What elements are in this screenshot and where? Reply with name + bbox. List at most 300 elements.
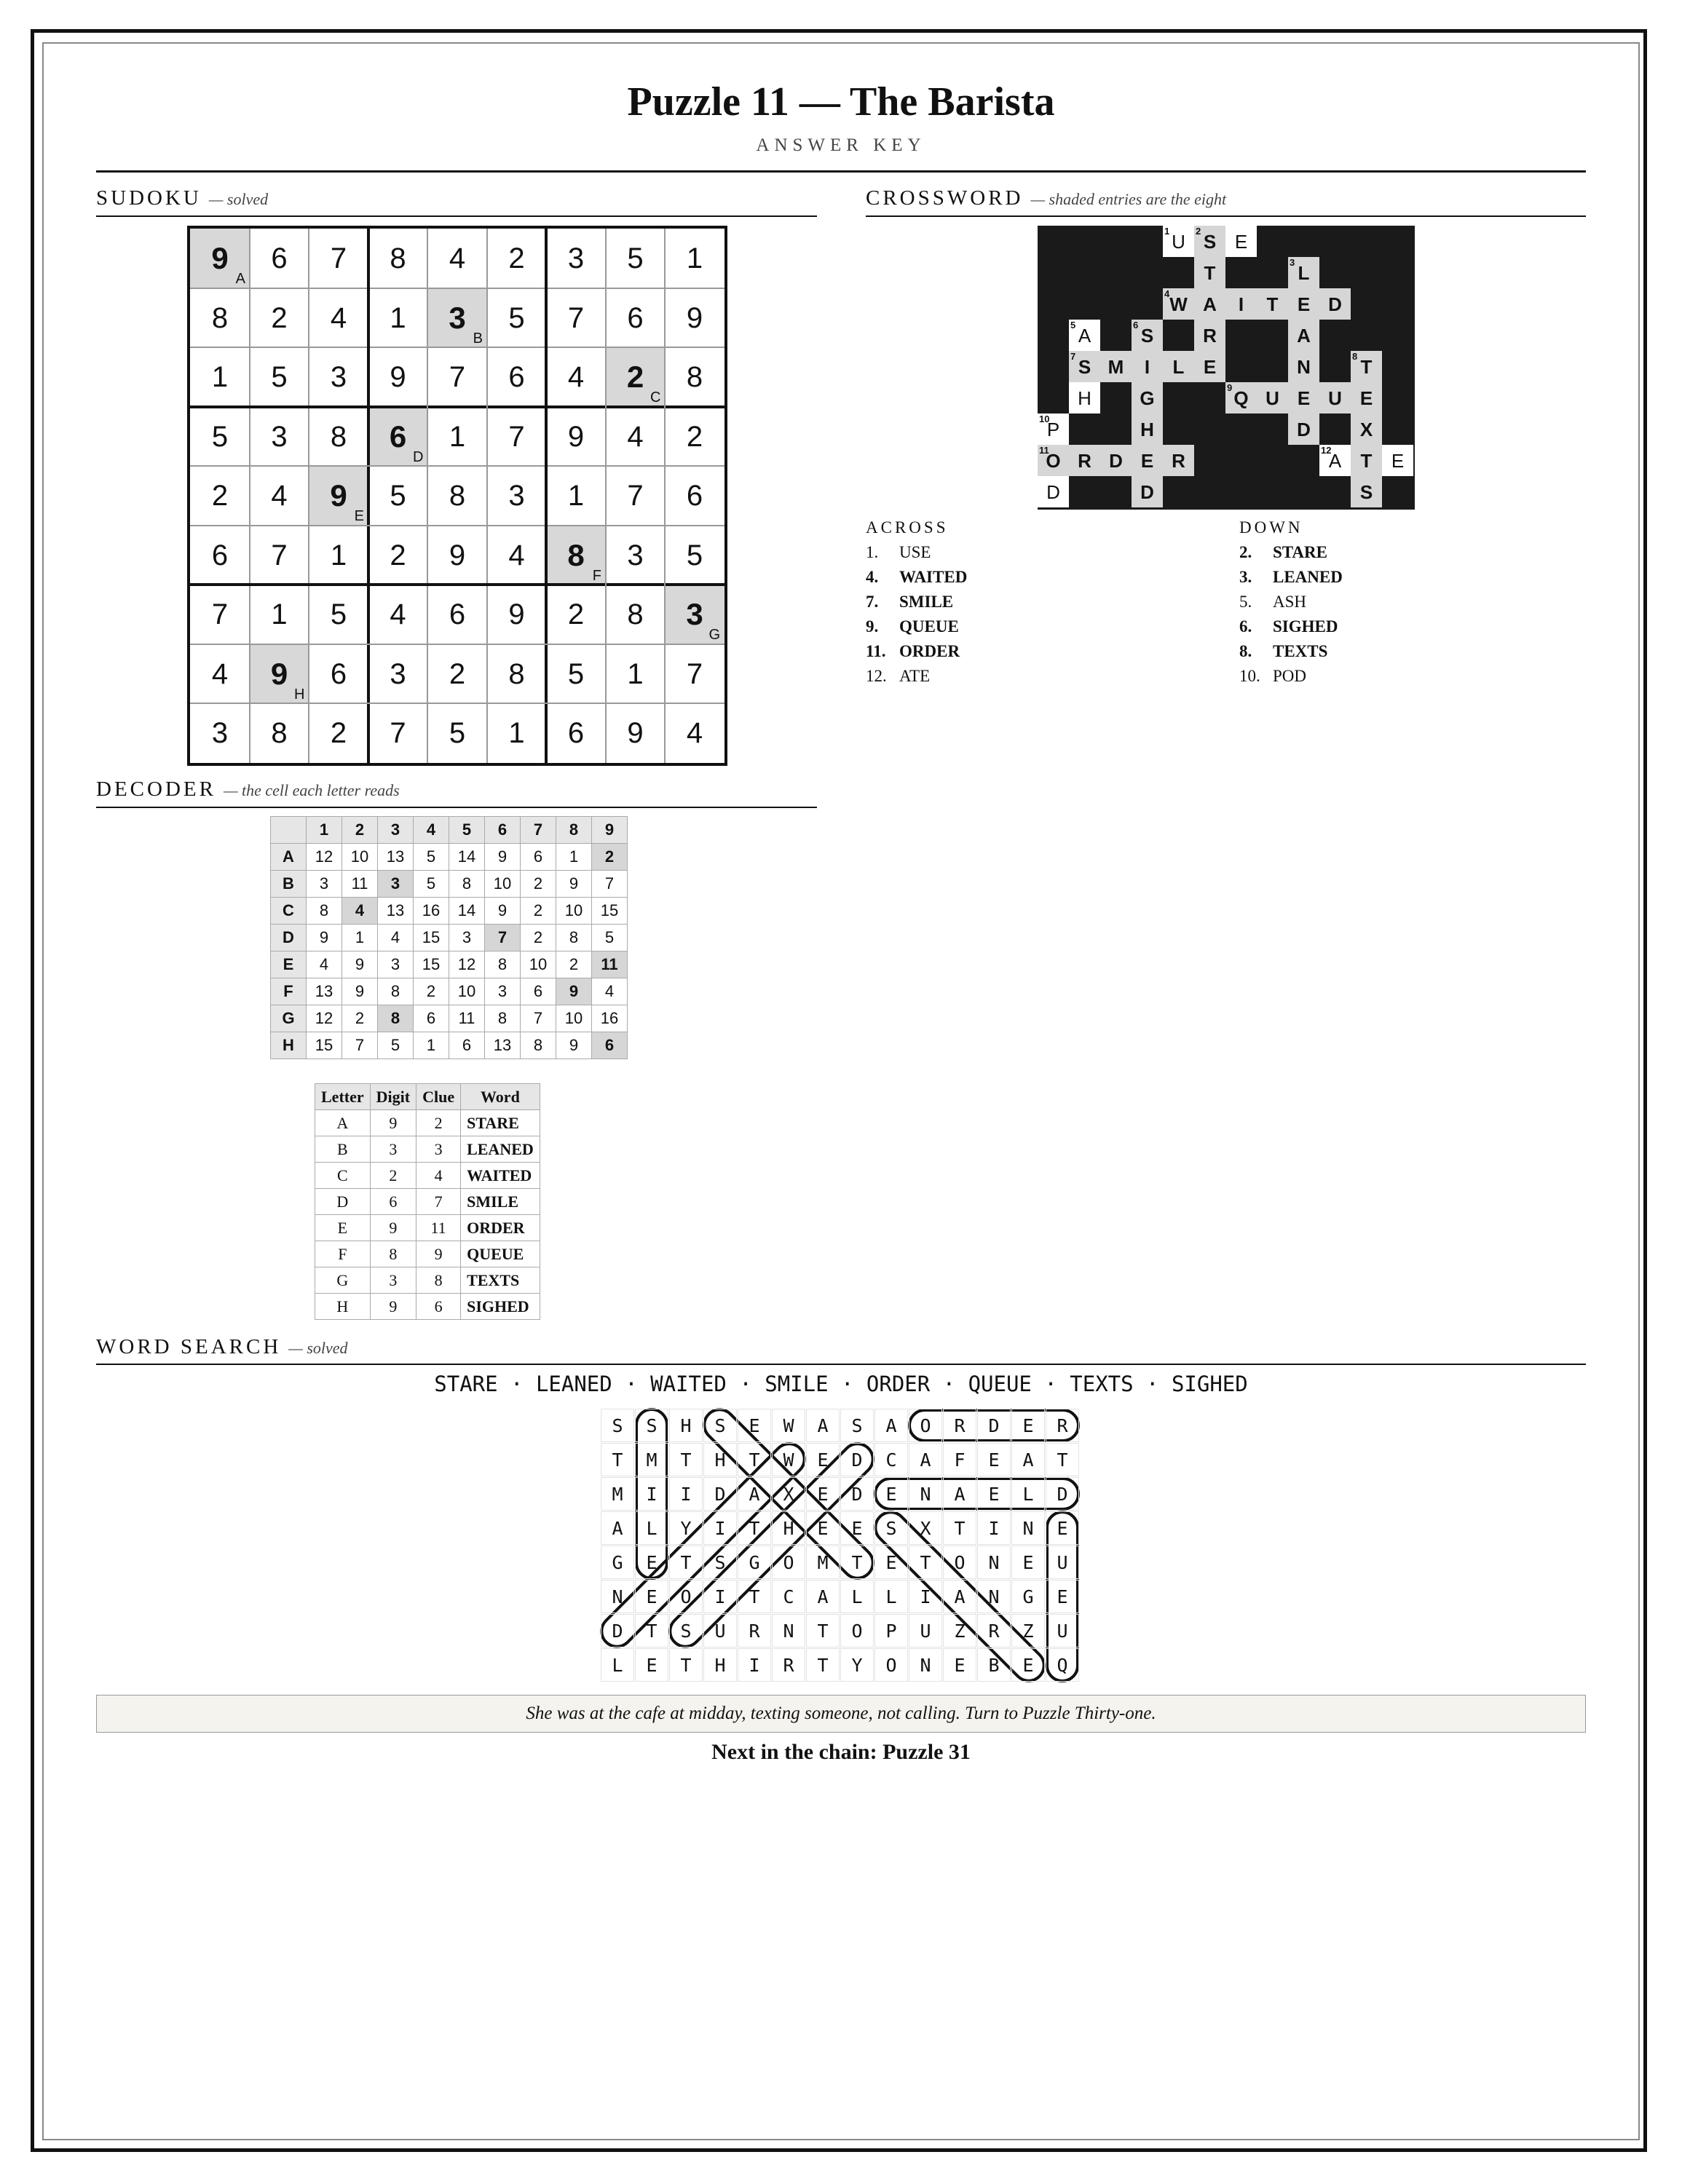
sudoku-value: 2 xyxy=(567,598,585,630)
sudoku-value: 9 xyxy=(330,478,347,513)
crossword-letter: E xyxy=(1391,450,1405,472)
crossword-letter: O xyxy=(1046,450,1061,472)
wordsearch-letter: T xyxy=(601,1443,634,1476)
decoder-cell: 8 xyxy=(485,1005,521,1032)
sudoku-value: 3 xyxy=(686,597,703,631)
sudoku-line xyxy=(367,229,370,763)
decoder-cell: 4 xyxy=(378,925,414,951)
wordsearch-grid xyxy=(601,1409,1083,1682)
decoder-cell: 13 xyxy=(378,844,414,871)
decoder-cell: 4 xyxy=(342,898,378,925)
crossword-cell xyxy=(1319,288,1351,320)
sudoku-value: 8 xyxy=(271,717,288,749)
key-header: Letter xyxy=(315,1084,371,1110)
wordsearch-letter: S xyxy=(601,1409,634,1442)
clue-number: 11. xyxy=(866,642,886,660)
sudoku-value: 1 xyxy=(567,480,585,512)
decoder-row xyxy=(271,925,628,951)
key-cell: SMILE xyxy=(461,1189,540,1215)
sudoku-cell xyxy=(665,644,724,704)
decoder-cell: 13 xyxy=(378,898,414,925)
sudoku-value: 9 xyxy=(211,241,229,275)
wordsearch-letter: W xyxy=(772,1409,805,1442)
decoder-cell: 9 xyxy=(485,898,521,925)
decoder-row-header: F xyxy=(271,978,307,1005)
decoder-row-header: H xyxy=(271,1032,307,1059)
wordsearch-letter: E xyxy=(1046,1580,1079,1613)
wordsearch-letter: A xyxy=(806,1409,840,1442)
crossword-cell xyxy=(1069,445,1100,476)
wordsearch-letter: A xyxy=(601,1511,634,1545)
crossword-letter: A xyxy=(1078,325,1091,347)
sudoku-value: 3 xyxy=(390,657,406,690)
sudoku-cell xyxy=(368,526,428,585)
key-cell: 6 xyxy=(416,1294,461,1320)
wordsearch-letter: O xyxy=(943,1546,976,1579)
sudoku-value: 5 xyxy=(686,539,703,571)
sudoku-cell xyxy=(368,229,428,288)
sudoku-value: 3 xyxy=(449,300,466,335)
wordsearch-letter: I xyxy=(703,1511,737,1545)
decoder-col-header: 5 xyxy=(449,817,485,844)
sudoku-cell xyxy=(487,703,547,763)
key-cell: 4 xyxy=(416,1163,461,1189)
wordsearch-letter: T xyxy=(669,1546,703,1579)
sudoku-value: 7 xyxy=(390,717,406,749)
sudoku-value: 7 xyxy=(211,598,229,630)
sudoku-cell xyxy=(546,229,606,288)
crossword-letter: E xyxy=(1140,450,1154,472)
wordsearch-letter: X xyxy=(772,1477,805,1511)
decoder-cell: 9 xyxy=(342,978,378,1005)
sudoku-cell xyxy=(250,466,309,526)
crossword-cell xyxy=(1288,320,1319,351)
key-cell: LEANED xyxy=(461,1136,540,1163)
sudoku-grid xyxy=(187,226,727,766)
sudoku-cell xyxy=(190,347,250,407)
decoder-row xyxy=(271,871,628,898)
crossword-cell xyxy=(1132,382,1163,414)
clue-down xyxy=(1239,617,1603,636)
sudoku-cell xyxy=(368,703,428,763)
crossword-letter: H xyxy=(1140,419,1154,440)
decoder-cell: 14 xyxy=(449,898,485,925)
decoder-row xyxy=(271,1005,628,1032)
wordsearch-letter: E xyxy=(635,1546,668,1579)
crossword-cell xyxy=(1319,445,1351,476)
sudoku-value: 5 xyxy=(390,480,406,512)
wordsearch-letter: E xyxy=(1011,1409,1045,1442)
wordsearch-letter: A xyxy=(874,1409,908,1442)
wordsearch-letter: D xyxy=(1046,1477,1079,1511)
sudoku-cell xyxy=(427,644,487,704)
sudoku-letter-tag: H xyxy=(294,686,305,703)
wordsearch-letter: S xyxy=(703,1546,737,1579)
crossword-cell xyxy=(1194,257,1225,288)
wordsearch-letter: O xyxy=(669,1580,703,1613)
clue-down xyxy=(1239,667,1603,686)
wordsearch-letter: I xyxy=(977,1511,1011,1545)
sudoku-letter-tag: G xyxy=(708,627,720,643)
wordsearch-letter: Q xyxy=(1046,1648,1079,1682)
sudoku-value: 8 xyxy=(686,361,703,393)
clue-word: STARE xyxy=(1273,543,1327,561)
key-cell: 9 xyxy=(370,1294,416,1320)
clue-down xyxy=(1239,642,1603,661)
sudoku-cell xyxy=(190,466,250,526)
decoder-cell: 10 xyxy=(556,1005,592,1032)
sudoku-cell xyxy=(665,288,724,348)
sudoku-value: 4 xyxy=(686,717,703,749)
crossword-letter: U xyxy=(1172,231,1185,253)
decoder-row-header: B xyxy=(271,871,307,898)
decoder-cell: 2 xyxy=(414,978,449,1005)
decoder-cell: 6 xyxy=(592,1032,628,1059)
sudoku-value: 6 xyxy=(627,301,644,334)
key-row xyxy=(315,1136,540,1163)
decoder-cell: 10 xyxy=(342,844,378,871)
wordsearch-heading: WORD SEARCH — solved xyxy=(96,1335,348,1358)
sudoku-cell xyxy=(309,644,368,704)
key-cell: 6 xyxy=(370,1189,416,1215)
wordsearch-letter: T xyxy=(806,1648,840,1682)
sudoku-cell xyxy=(427,585,487,644)
clue-word: TEXTS xyxy=(1273,642,1328,660)
decoder-cell: 15 xyxy=(414,951,449,978)
crossword-grid xyxy=(1038,226,1415,510)
crossword-cell xyxy=(1163,288,1194,320)
key-row xyxy=(315,1241,540,1267)
key-cell: A xyxy=(315,1110,371,1136)
key-cell: 8 xyxy=(416,1267,461,1294)
crossword-cell xyxy=(1038,414,1069,445)
wordsearch-letter: U xyxy=(909,1614,942,1647)
key-cell: D xyxy=(315,1189,371,1215)
wordsearch-letter: H xyxy=(703,1443,737,1476)
decoder-cell: 3 xyxy=(449,925,485,951)
decoder-col-header: 6 xyxy=(485,817,521,844)
wordsearch-letter: S xyxy=(669,1614,703,1647)
wordsearch-letter: E xyxy=(635,1580,668,1613)
sudoku-cell xyxy=(309,703,368,763)
crossword-letter: N xyxy=(1297,356,1311,378)
key-row xyxy=(315,1267,540,1294)
decoder-col-header: 3 xyxy=(378,817,414,844)
key-cell: E xyxy=(315,1215,371,1241)
crossword-letter: T xyxy=(1360,450,1373,472)
page-title: Puzzle 11 — The Barista xyxy=(627,79,1055,124)
crossword-rule xyxy=(866,215,1586,217)
decoder-row xyxy=(271,1032,628,1059)
sudoku-value: 1 xyxy=(211,361,229,393)
clue-word: ATE xyxy=(899,667,931,685)
wordsearch-letter: E xyxy=(1011,1546,1045,1579)
sudoku-line xyxy=(427,229,428,763)
crossword-letter: T xyxy=(1204,262,1216,284)
crossword-cell xyxy=(1194,351,1225,382)
crossword-cell xyxy=(1132,320,1163,351)
wordsearch-letter: M xyxy=(806,1546,840,1579)
wordsearch-letter: E xyxy=(738,1409,771,1442)
crossword-number: 11 xyxy=(1039,445,1049,456)
sudoku-value: 1 xyxy=(449,420,466,453)
crossword-number: 8 xyxy=(1352,351,1358,362)
wordsearch-letter: A xyxy=(1011,1443,1045,1476)
crossword-letter: E xyxy=(1297,387,1311,409)
sudoku-value: 1 xyxy=(271,598,288,630)
down-heading: DOWN xyxy=(1239,518,1303,537)
sudoku-cell xyxy=(606,466,666,526)
crossword-letter: U xyxy=(1328,387,1342,409)
key-cell: 3 xyxy=(416,1136,461,1163)
sudoku-cell xyxy=(606,288,666,348)
sudoku-cell xyxy=(309,466,368,526)
key-row xyxy=(315,1189,540,1215)
wordsearch-letter: T xyxy=(738,1511,771,1545)
crossword-number: 12 xyxy=(1321,445,1332,456)
wordsearch-letter: A xyxy=(806,1580,840,1613)
key-row xyxy=(315,1294,540,1320)
crossword-letter: D xyxy=(1109,450,1123,472)
decoder-cell: 9 xyxy=(556,871,592,898)
crossword-cell xyxy=(1288,257,1319,288)
sudoku-value: 1 xyxy=(390,301,406,334)
wordsearch-letter: A xyxy=(909,1443,942,1476)
crossword-cell xyxy=(1257,288,1288,320)
crossword-cell xyxy=(1163,351,1194,382)
key-cell: 2 xyxy=(416,1110,461,1136)
clue-across xyxy=(866,667,1230,686)
clue-down xyxy=(1239,543,1603,562)
crossword-number: 1 xyxy=(1164,226,1170,237)
sudoku-value: 3 xyxy=(508,480,525,512)
clue-across xyxy=(866,642,1230,661)
sudoku-value: 6 xyxy=(567,717,585,749)
sudoku-line xyxy=(190,347,724,348)
key-cell: H xyxy=(315,1294,371,1320)
sudoku-letter-tag: A xyxy=(235,271,245,287)
key-cell: ORDER xyxy=(461,1215,540,1241)
crossword-cell xyxy=(1351,382,1382,414)
wordsearch-letter: T xyxy=(669,1443,703,1476)
crossword-cell xyxy=(1225,382,1257,414)
clue-number: 12. xyxy=(866,667,887,685)
crossword-letter: W xyxy=(1169,293,1188,315)
sudoku-cell xyxy=(665,526,724,585)
sudoku-value: 4 xyxy=(567,361,585,393)
key-cell: C xyxy=(315,1163,371,1189)
crossword-cell xyxy=(1038,445,1069,476)
crossword-cell xyxy=(1351,445,1382,476)
decoder-row-header: D xyxy=(271,925,307,951)
crossword-cell xyxy=(1382,445,1413,476)
clue-across xyxy=(866,568,1230,587)
solution-message: She was at the cafe at midday, texting someone, not calling. Turn to Puzzle Thirty-one. xyxy=(96,1695,1586,1733)
crossword-letter: I xyxy=(1144,356,1150,378)
sudoku-value: 1 xyxy=(330,539,347,571)
clue-word: ORDER xyxy=(899,642,960,660)
crossword-cell xyxy=(1163,226,1194,257)
crossword-cell xyxy=(1288,288,1319,320)
crossword-letter: R xyxy=(1172,450,1185,472)
decoder-cell: 4 xyxy=(592,978,628,1005)
crossword-number: 9 xyxy=(1227,382,1233,393)
sudoku-value: 4 xyxy=(390,598,406,630)
wordsearch-letter: O xyxy=(909,1409,942,1442)
crossword-letter: A xyxy=(1297,325,1311,347)
sudoku-value: 9 xyxy=(449,539,466,571)
sudoku-letter-tag: E xyxy=(354,508,364,524)
sudoku-line xyxy=(190,583,724,586)
wordsearch-letter: H xyxy=(772,1511,805,1545)
wordsearch-letter: L xyxy=(635,1511,668,1545)
clue-across xyxy=(866,593,1230,612)
wordsearch-letter: R xyxy=(772,1648,805,1682)
clue-word: QUEUE xyxy=(899,617,959,636)
crossword-letter: M xyxy=(1107,356,1124,378)
wordsearch-letter: T xyxy=(943,1511,976,1545)
decoder-cell: 2 xyxy=(521,871,556,898)
sudoku-cell xyxy=(368,407,428,467)
wordsearch-letter: T xyxy=(1046,1443,1079,1476)
decoder-cell: 9 xyxy=(307,925,342,951)
key-cell: 8 xyxy=(370,1241,416,1267)
decoder-row-header: A xyxy=(271,844,307,871)
decoder-heading: DECODER — the cell each letter reads xyxy=(96,778,400,801)
wordsearch-letter: B xyxy=(977,1648,1011,1682)
crossword-cell xyxy=(1194,226,1225,257)
clue-word: SIGHED xyxy=(1273,617,1338,636)
sudoku-line xyxy=(249,229,250,763)
decoder-cell: 8 xyxy=(521,1032,556,1059)
decoder-col-header: 4 xyxy=(414,817,449,844)
key-cell: 9 xyxy=(370,1110,416,1136)
sudoku-cell xyxy=(309,407,368,467)
crossword-letter: A xyxy=(1328,450,1342,472)
crossword-letter: E xyxy=(1359,387,1373,409)
crossword-cell xyxy=(1288,414,1319,445)
decoder-cell: 5 xyxy=(414,844,449,871)
wordsearch-letter: T xyxy=(635,1614,668,1647)
sudoku-cell xyxy=(487,288,547,348)
decoder-cell: 12 xyxy=(307,844,342,871)
key-header-row xyxy=(315,1084,540,1110)
decoder-col-header: 9 xyxy=(592,817,628,844)
decoder-cell: 8 xyxy=(307,898,342,925)
clue-number: 2. xyxy=(1239,543,1252,561)
crossword-letter: L xyxy=(1172,356,1185,378)
key-cell: STARE xyxy=(461,1110,540,1136)
wordsearch-letter: E xyxy=(806,1511,840,1545)
sudoku-cell xyxy=(487,347,547,407)
sudoku-line xyxy=(190,644,724,645)
crossword-letter: X xyxy=(1359,419,1373,440)
crossword-letter: D xyxy=(1140,481,1154,503)
sudoku-value: 1 xyxy=(686,242,703,274)
sudoku-cell xyxy=(190,288,250,348)
wordsearch-letter: T xyxy=(669,1648,703,1682)
clue-number: 9. xyxy=(866,617,879,636)
wordsearch-letter: S xyxy=(635,1409,668,1442)
key-cell: WAITED xyxy=(461,1163,540,1189)
sudoku-cell xyxy=(665,466,724,526)
decoder-cell: 8 xyxy=(378,1005,414,1032)
decoder-corner xyxy=(271,817,307,844)
decoder-cell: 8 xyxy=(485,951,521,978)
decoder-row-header: C xyxy=(271,898,307,925)
wordsearch-letter: E xyxy=(1046,1511,1079,1545)
sudoku-rule xyxy=(96,215,817,217)
wordsearch-letter: A xyxy=(943,1477,976,1511)
sudoku-value: 6 xyxy=(330,657,347,690)
decoder-cell: 9 xyxy=(556,978,592,1005)
sudoku-cell xyxy=(487,644,547,704)
crossword-cell xyxy=(1132,445,1163,476)
wordsearch-letter: E xyxy=(635,1648,668,1682)
decoder-col-header: 8 xyxy=(556,817,592,844)
decoder-cell: 16 xyxy=(414,898,449,925)
sudoku-cell xyxy=(427,347,487,407)
sudoku-cell xyxy=(250,644,309,704)
crossword-letter: T xyxy=(1360,356,1373,378)
sudoku-line xyxy=(190,405,724,408)
decoder-cell: 3 xyxy=(485,978,521,1005)
crossword-number: 5 xyxy=(1070,320,1076,331)
wordsearch-letter: N xyxy=(909,1477,942,1511)
sudoku-cell xyxy=(546,407,606,467)
wordsearch-letter: Y xyxy=(840,1648,874,1682)
decoder-cell: 16 xyxy=(592,1005,628,1032)
decoder-col-header: 2 xyxy=(342,817,378,844)
crossword-cell xyxy=(1069,382,1100,414)
sudoku-cell xyxy=(190,585,250,644)
sudoku-value: 5 xyxy=(627,242,644,274)
wordsearch-letter: T xyxy=(840,1546,874,1579)
decoder-rule xyxy=(96,807,817,808)
decoder-header-row xyxy=(271,817,628,844)
crossword-cell xyxy=(1100,351,1132,382)
crossword-cell xyxy=(1288,382,1319,414)
crossword-letter: S xyxy=(1140,325,1154,347)
wordsearch-letter: O xyxy=(772,1546,805,1579)
crossword-letter: I xyxy=(1238,293,1244,315)
key-cell: 11 xyxy=(416,1215,461,1241)
clue-number: 1. xyxy=(866,543,879,561)
wordsearch-letter: E xyxy=(840,1511,874,1545)
decoder-cell: 2 xyxy=(556,951,592,978)
clue-number: 3. xyxy=(1239,568,1252,586)
sudoku-value: 7 xyxy=(271,539,288,571)
key-cell: SIGHED xyxy=(461,1294,540,1320)
wordsearch-letter: Z xyxy=(1011,1614,1045,1647)
crossword-cell xyxy=(1257,382,1288,414)
crossword-cell xyxy=(1163,445,1194,476)
decoder-cell: 6 xyxy=(521,978,556,1005)
decoder-cell: 7 xyxy=(521,1005,556,1032)
wordsearch-letter: E xyxy=(874,1546,908,1579)
decoder-cell: 7 xyxy=(342,1032,378,1059)
sudoku-value: 2 xyxy=(626,360,644,394)
sudoku-value: 6 xyxy=(389,419,407,454)
sudoku-cell xyxy=(250,585,309,644)
key-cell: 9 xyxy=(416,1241,461,1267)
sudoku-value: 3 xyxy=(330,361,347,393)
sudoku-value: 9 xyxy=(686,301,703,334)
sudoku-cell xyxy=(606,407,666,467)
sudoku-value: 8 xyxy=(508,657,525,690)
sudoku-line xyxy=(545,229,548,763)
sudoku-value: 5 xyxy=(508,301,525,334)
